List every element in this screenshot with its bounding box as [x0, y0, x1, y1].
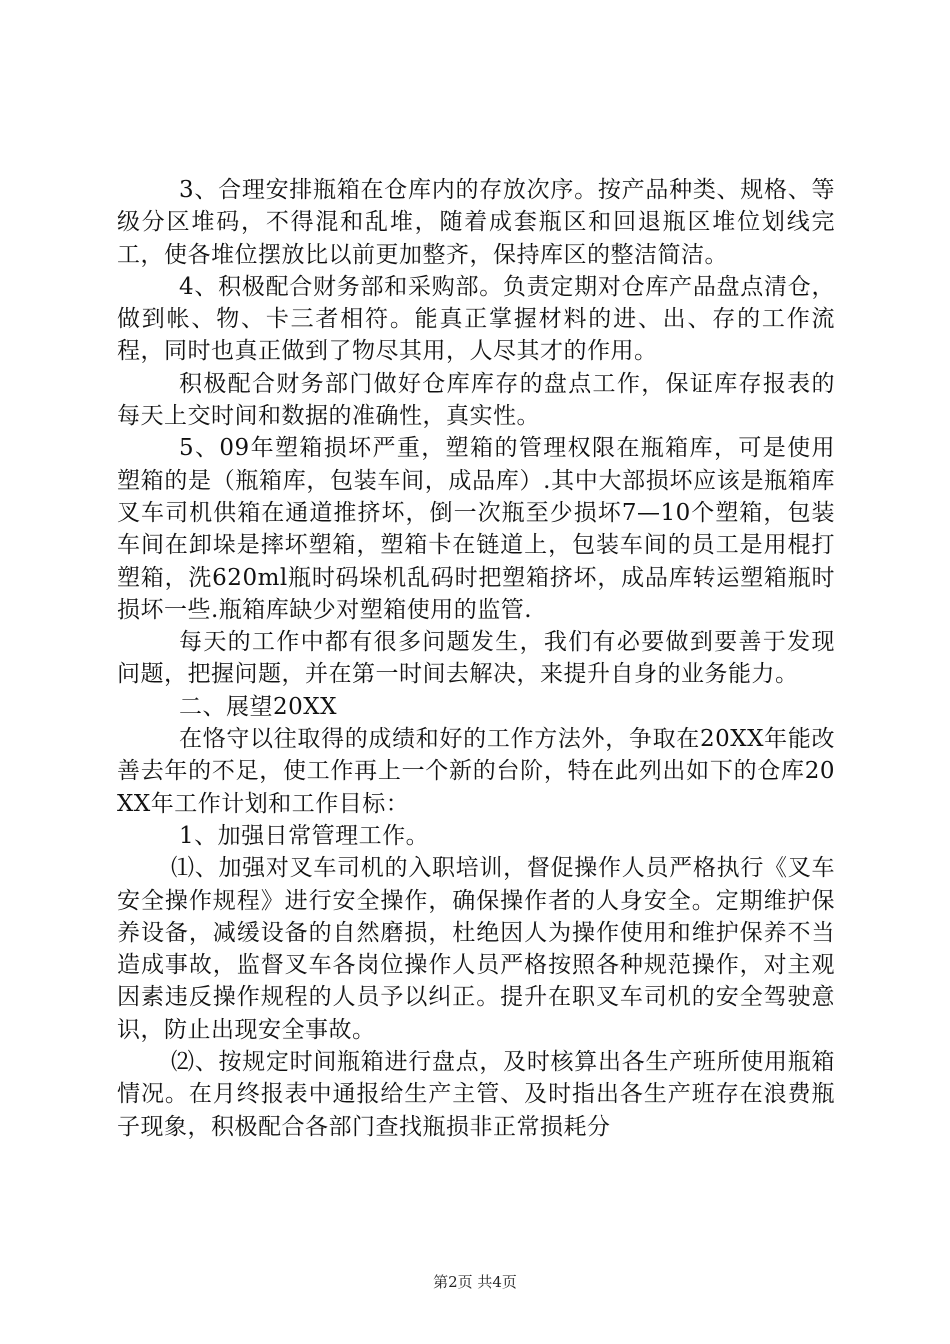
paragraph-item-5: 5、09年塑箱损坏严重，塑箱的管理权限在瓶箱库，可是使用塑箱的是（瓶箱库，包装车间，成品库）.其中大部损坏应该是瓶箱库叉车司机供箱在通道推挤坏，倒一次瓶至少损坏7—10个塑箱，包装车间在卸垛是摔坏塑箱，塑箱卡在链道上，包装车间的员工是用棍打塑箱，洗620ml瓶时码垛机乱码时把塑箱挤坏，成品库转运塑箱瓶时损坏一些.瓶箱库缺少对塑箱使用的监管. [117, 435, 835, 623]
paragraph-plan-1: 1、加强日常管理工作。 [179, 822, 430, 849]
section-heading-outlook: 二、展望20XX [179, 693, 338, 720]
paragraph-plan-1-2: ⑵、按规定时间瓶箱进行盘点，及时核算出各生产班所使用瓶箱情况。在月终报表中通报给生产主管、及时指出各生产班存在浪费瓶子现象，积极配合各部门查找瓶损非正常损耗分 [117, 1049, 835, 1140]
paragraph-outlook-intro: 在恪守以往取得的成绩和好的工作方法外，争取在20XX年能改善去年的不足，使工作再上一个新的台阶，特在此列出如下的仓库20XX年工作计划和工作目标： [117, 726, 835, 817]
page-number-footer: 第2页 共4页 [433, 1273, 517, 1291]
paragraph-daily-problems: 每天的工作中都有很多问题发生，我们有必要做到要善于发现问题，把握问题，并在第一时间去解决，来提升自身的业务能力。 [117, 629, 835, 688]
paragraph-item-3: 3、合理安排瓶箱在仓库内的存放次序。按产品种类、规格、等级分区堆码，不得混和乱堆，随着成套瓶区和回退瓶区堆位划线完工，使各堆位摆放比以前更加整齐，保持库区的整洁简洁。 [117, 177, 835, 268]
paragraph-item-4: 4、积极配合财务部和采购部。负责定期对仓库产品盘点清仓，做到帐、物、卡三者相符。能真正掌握材料的进、出、存的工作流程，同时也真正做到了物尽其用，人尽其才的作用。 [117, 273, 835, 365]
document-body [117, 174, 835, 1143]
paragraph-plan-1-1: ⑴、加强对叉车司机的入职培训，督促操作人员严格执行《叉车安全操作规程》进行安全操作，确保操作者的人身安全。定期维护保养设备，减缓设备的自然磨损，杜绝因人为操作使用和维护保养不当造成事故，监督叉车各岗位操作人员严格按照各种规范操作，对主观因素违反操作规程的人员予以纠正。提升在职叉车司机的安全驾驶意识，防止出现安全事故。 [117, 855, 835, 1043]
paragraph-inventory-cooperation: 积极配合财务部门做好仓库库存的盘点工作，保证库存报表的每天上交时间和数据的准确性，真实性。 [117, 370, 835, 430]
